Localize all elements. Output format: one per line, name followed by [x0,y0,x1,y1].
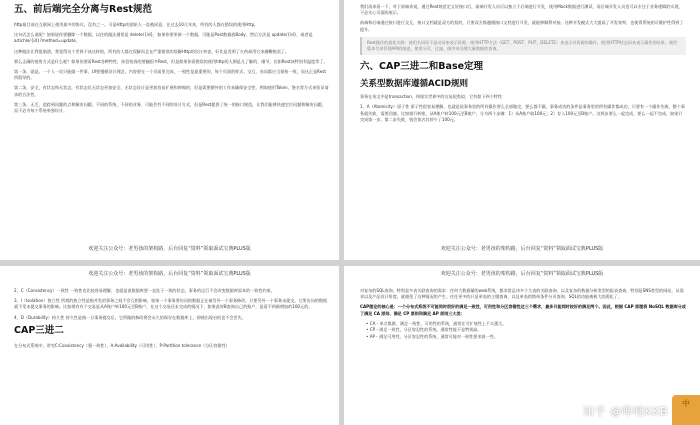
document-page-1 [0,0,339,260]
paragraph: 3、I（Isolation）独立性 所谓的独立性是指并发的事务之间不会互相影响，如果一个事务要访问的数据正在被另外一个事务修改，只要另外一个事务未提交，它所访问的数据就不受未提交事务的影响。比如现有有个交易是从A账户转100元至B账户，在这个交易还未完成的情况下，如果此时B查询自己的账户，是看不到新增加的100元的。 [14,298,328,310]
paragraph-bold: CAP理论的核心是：一个分布式系统不可能同时很好的满足一致性，可用性和分区容错性这三个需求，最多只能同时较好的满足两个。因此，根据 CAP 原理将 NoSQL 数据库分成了满足 CA 原则、满足 CP 原则和满足 AP 原则三大类： [360,304,686,316]
paragraph: 这种做法让我很崩溃，我觉得这个世界不该这样的，所有的人都在误解而且在严重错误的误解Http的设计初衷，好比是发明了火药却用它来做鞭炮卖了。 [14,48,289,54]
paragraph: 前端和后端通过接口进行交互，接口文档就是双方的契约，只要双方都遵循接口文档进行开发，就能够顺利对接。这种开发模式大大提高了开发效率，也使得系统的可维护性得到了提升。 [360,20,684,32]
paragraph: http最目前在互联网上使用最多的协议，没有之一。可是Http的创始人一直被同意，在过去10几年来，所有的人都在错误的使用Http。 [14,22,259,27]
document-page-4 [344,266,700,425]
paragraph: 第三条，无乏，追踪到问题的点和解决问题。不同的系统，不同的业务，可能会有不同的设计方式，但是Rest提供了统一的接口规范，让我们能够快速定位问题和解决问题，而不必为每个系统单独设计。 [14,101,326,114]
paragraph: 2、C（Consistency）一致性 一致性也比较容易理解，也就是说数据库要一直处于一致的状态，事务的运行不会改变数据库原本的一致性约束。 [14,288,275,293]
page-footer: 欢迎关注公众号：老男孩的架构路，后台回复“资料”领取面试宝典PLUS版 [440,246,604,252]
paragraph: 那么正确的使用方式是什么呢？如果你要看Rest各种特性，你恐怕真的要翻很多Rest，但是如果你看错误的使用http的人倒是儿了解的，细节，比如Rest该特别有温度等了。 [14,58,328,64]
page-footer: 欢迎关注公众号：老男孩的架构路，后台回复“资料”领取面试宝典PLUS版 [88,271,251,277]
section-heading: 六、CAP三进二和Base定理 [360,61,484,73]
section-heading: CAP三进二 [14,324,64,336]
document-page-3 [0,266,339,425]
paragraph: 1、A（Atomicity）原子性 原子性很容易理解，也就是说事务里的所有操作要么全部做完，要么都不做，事务成功的条件是事务里的所有操作都成功，只要有一个操作失败，整个事务就失败，需要回滚。比如银行转账，从A账户转100元至B账户，分为两个步骤：1）从A账户取100元；2）存入100元至B账户。这两步要么一起完成，要么一起不完成，如果只完成第一步，第二步失败，钱会莫名其妙少了100元。 [360,104,685,122]
page-footer: 欢迎关注公众号：老男孩的架构路，后台回复“资料”领取面试宝典PLUS版 [88,246,251,252]
paragraph: 对复杂的SQL查询，特别是多表关联查询的需求：任何大数据量的web系统，都非常忌讳多个大表的关联查询，以及复杂的数据分析类型的报表查询，特别是SNS类型的网站，从需求以及产品设计角度，就避免了这种情况的产生。往往更多的只是单表的主键查询，以及单表的简单条件分页查询，SQL的功能被极大的弱化了。 [360,288,684,300]
list-item: • CP - 满足一致性，分区容忍性的系统，通常性能不是特别高。 [366,327,686,333]
corner-badge [672,395,700,425]
paragraph: 在分布式系统中，讲究C:Consistency（强一致性），A:Availability（可用性），P:Partition tolerance（分区容错性） [14,342,230,348]
list-item: • CA - 单点集群，满足一致性，可用性的系统，通常在可扩展性上不太强大。 [366,321,686,327]
paragraph: 我们再来看一下，对于前端来说，通过Rest规范定义好接口后，前端开发人员可以独立于后端进行开发，使用Mock数据进行测试，而后端开发人员也可以专注于业务逻辑的实现，不必关心页面的展示。 [360,4,683,16]
document-page-2 [344,0,700,260]
list-item: • AP - 满足可用性，分区容忍性的系统，通常可能对一致性要求低一些。 [366,334,686,340]
section-heading: 五、前后端完全分离与Rest规范 [14,4,152,15]
paragraph: 第一条，就是。一个人一次只能做一件事，UI要遵循设计理念，内容要在一个页面里完成，一致性是最重要的，每个页面的样式、交互、布局都应当保持一致，而这正是Rest所倡导的。 [14,69,326,81]
watermark-text: 知乎 @哔哩KKB [583,405,668,418]
paragraph: 事务在英文中是transaction，和现实世界中的交易很类似，它有如下四个特性： [360,94,506,100]
bullet-list [366,321,686,340]
subsection-heading: 关系型数据库遵循ACID规则 [360,79,469,90]
paragraph: 第二条，安全，有状态和无状态，有状态比无状态更加安全，无状态设计是更加容易扩展和伸缩的，但是需要额外的工作来确保安全性，例如使用Token、签名等方式来验证请求的合法性。 [14,85,329,97]
paragraph: 这句话怎么说呢？如果说你要删除一个数据，以往的做法通常是 delete/{id}，如果你要更新一个数据，可能是Post数据放Body，然后方法是 update/{id}，或者是artichle/{id}?method=update。 [14,32,313,44]
quote-text: Rest操作的最佳实践：使用名词而不是动词来表示资源，使用HTTP方法（GET、POST、PUT、DELETE）来表示对资源的操作，使用HTTP状态码来表示操作的结果，使用版本号来管理API的演进，使用分页、过滤、排序来处理大量数据的查询。 [367,39,678,52]
page-footer: 欢迎关注公众号：老男孩的架构路，后台回复“资料”领取面试宝典PLUS版 [440,271,604,277]
quote-block [360,37,686,55]
paragraph: 4、D（Durability）持久性 持久性是指一旦事务提交后，它所做的修改将会永久的保存在数据库上，即使出现宕机也不会丢失。 [14,314,246,320]
badge-label: 中 [682,399,690,408]
